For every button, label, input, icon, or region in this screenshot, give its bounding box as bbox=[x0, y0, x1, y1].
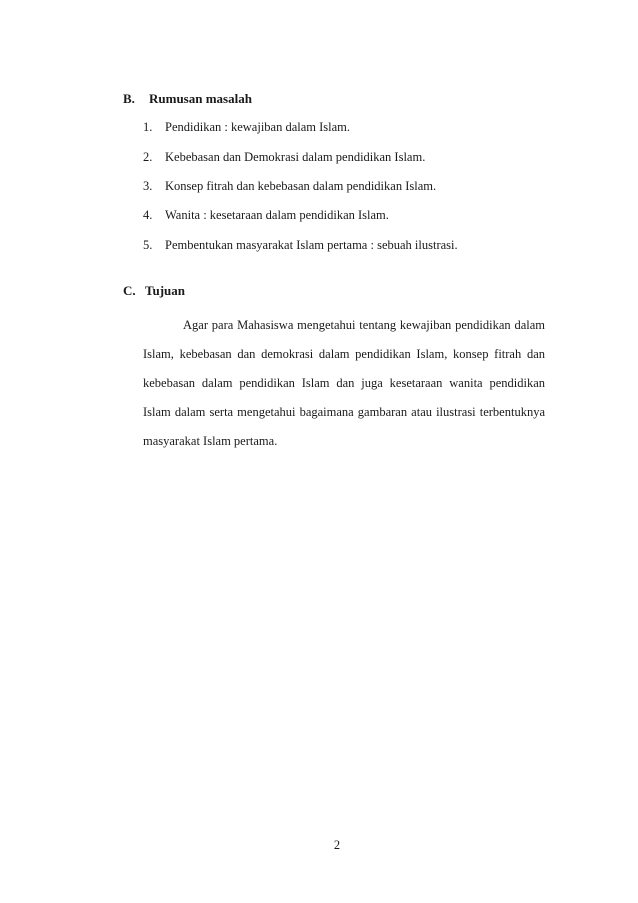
section-letter: C. bbox=[123, 283, 136, 298]
list-text: Pendidikan : kewajiban dalam Islam. bbox=[165, 120, 351, 134]
list-item bbox=[143, 208, 389, 223]
list-number: 5. bbox=[143, 238, 153, 252]
section-letter: B. bbox=[123, 91, 135, 106]
page-number: 2 bbox=[333, 838, 341, 852]
section-heading-rumusan-masalah bbox=[123, 91, 252, 107]
list-number: 2. bbox=[143, 150, 153, 164]
list-item bbox=[143, 238, 458, 253]
list-number: 1. bbox=[143, 120, 153, 134]
section-title: Rumusan masalah bbox=[149, 91, 252, 106]
list-text: Konsep fitrah dan kebebasan dalam pendidikan Islam. bbox=[165, 179, 437, 193]
list-text: Wanita : kesetaraan dalam pendidikan Islam. bbox=[165, 208, 389, 222]
list-number: 4. bbox=[143, 208, 153, 222]
list-text: Kebebasan dan Demokrasi dalam pendidikan Islam. bbox=[165, 150, 426, 164]
list-item bbox=[143, 120, 350, 135]
section-heading-tujuan bbox=[123, 283, 185, 299]
list-item bbox=[143, 179, 436, 194]
tujuan-paragraph: Agar para Mahasiswa mengetahui tentang kewajiban pendidikan dalam Islam, kebebasan dan demokrasi dalam pendidikan Islam, konsep fitrah dan kebebasan dalam pendidikan Islam dan juga kesetaraan wanita pendidikan Islam dalam serta mengetahui bagaimana gambaran atau ilustrasi terbentuknya masyarakat Islam pertama. bbox=[143, 318, 545, 448]
section-title: Tujuan bbox=[145, 283, 185, 298]
list-number: 3. bbox=[143, 179, 153, 193]
list-text: Pembentukan masyarakat Islam pertama : sebuah ilustrasi. bbox=[165, 238, 458, 252]
list-item bbox=[143, 150, 425, 165]
